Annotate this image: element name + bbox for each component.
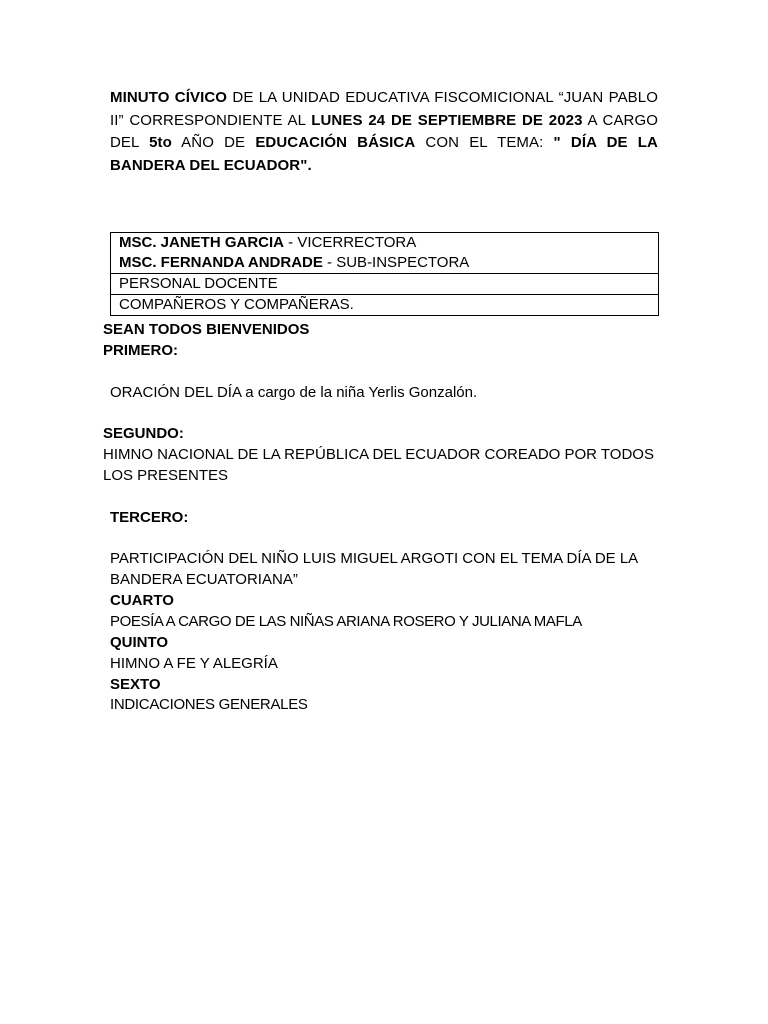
fourth-label: CUARTO: [110, 592, 174, 609]
authority-name-1: MSC. JANETH GARCIA: [119, 234, 285, 251]
sixth-label: SEXTO: [110, 676, 161, 693]
third-text: PARTICIPACIÓN DEL NIÑO LUIS MIGUEL ARGOTI CON EL TEMA DÍA DE LA BANDERA ECUATORIANA”: [110, 550, 638, 588]
second-text: HIMNO NACIONAL DE LA REPÚBLICA DEL ECUADOR COREADO POR TODOS LOS PRESENTES: [103, 446, 654, 484]
intro-text-4: CON EL TEMA:: [415, 134, 554, 151]
fourth-text: POESÍA A CARGO DE LAS NIÑAS ARIANA ROSERO Y JULIANA MAFLA: [110, 613, 582, 630]
greetings-row-classmates: [111, 295, 659, 316]
education-level: EDUCACIÓN BÁSICA: [255, 134, 416, 151]
intro-paragraph: [110, 87, 658, 177]
grade-number: 5to: [149, 134, 172, 151]
third-label: TERCERO:: [110, 509, 189, 526]
authority-name-2: MSC. FERNANDA ANDRADE: [119, 254, 323, 271]
authority-role-2: - SUB-INSPECTORA: [322, 254, 470, 271]
greetings-table: [110, 232, 659, 316]
authority-line-2: [119, 253, 650, 273]
event-date: LUNES 24 DE SEPTIEMBRE DE 2023: [311, 111, 583, 129]
intro-text-2: A CARGO DEL: [110, 111, 659, 151]
first-label: PRIMERO:: [103, 342, 178, 359]
authority-line-1: [119, 233, 650, 253]
greetings-cell-authorities: [111, 233, 659, 274]
authority-role-1: - VICERRECTORA: [284, 234, 417, 251]
fifth-text: HIMNO A FE Y ALEGRÍA: [110, 655, 278, 672]
intro-text-3: AÑO DE: [171, 134, 256, 151]
welcome-text: SEAN TODOS BIENVENIDOS: [103, 321, 310, 338]
sixth-text: INDICACIONES GENERALES: [110, 696, 308, 713]
event-theme: " DÍA DE LA BANDERA DEL ECUADOR".: [110, 134, 658, 174]
greetings-row-authorities: [111, 233, 659, 274]
fifth-label: QUINTO: [110, 634, 169, 651]
intro-text-1: DE LA UNIDAD EDUCATIVA FISCOMICIONAL “JUAN PABLO II” CORRESPONDIENTE AL: [110, 89, 658, 129]
second-label: SEGUNDO:: [103, 425, 184, 442]
greetings-cell-classmates: COMPAÑEROS Y COMPAÑERAS.: [111, 295, 659, 316]
greetings-cell-staff: PERSONAL DOCENTE: [111, 274, 659, 295]
first-text: ORACIÓN DEL DÍA a cargo de la niña Yerlis Gonzalón.: [110, 384, 478, 401]
greetings-row-staff: [111, 274, 659, 295]
event-title: MINUTO CÍVICO: [110, 89, 228, 106]
